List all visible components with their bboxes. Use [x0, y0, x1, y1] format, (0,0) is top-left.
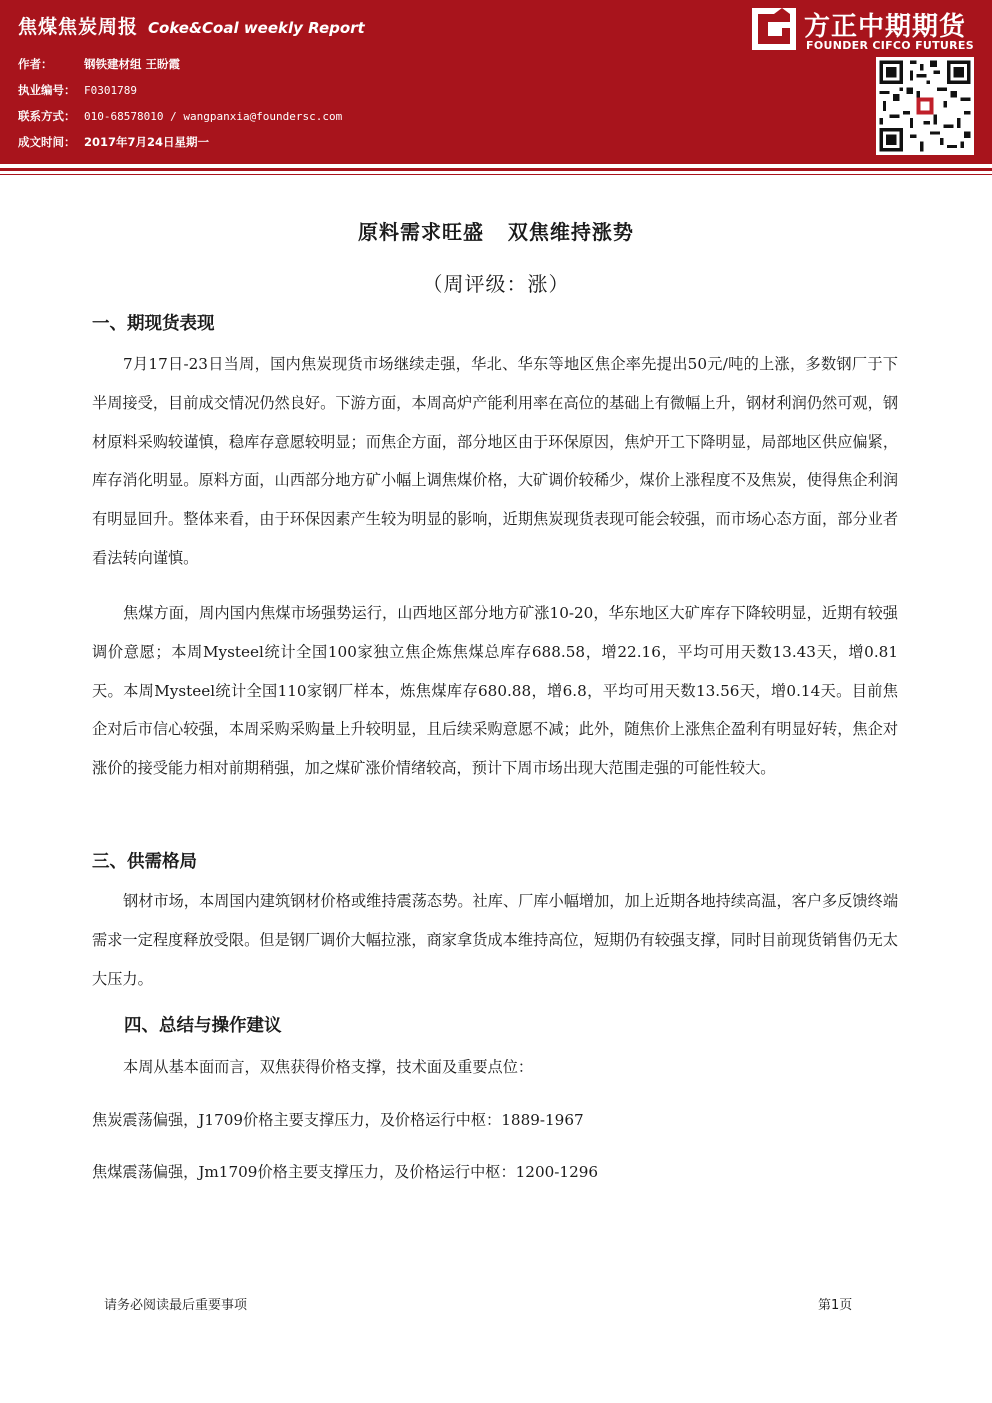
- meta-row-date: [18, 133, 342, 159]
- weekly-rating: （周评级：涨）: [422, 272, 570, 296]
- paragraph-coke-market: 7月17日-23日当周，国内焦炭现货市场继续走强，华北、华东等地区焦企率先提出50元/吨的上涨，多数钢厂于下半周接受，目前成交情况仍然良好。下游方面，本周高炉产能利用率在高位的基础上有微幅上升，钢材利润仍然可观，钢材原料采购较谨慎，稳库存意愿较明显；而焦企方面，部分地区由于环保原因，焦炉开工下降明显，局部地区供应偏紧，库存消化明显。原料方面，山西部分地方矿小幅上调焦煤价格，大矿调价较稀少，煤价上涨程度不及焦炭，使得焦企利润有明显回升。整体来看，由于环保因素产生较为明显的影响，近期焦炭现货表现可能会较强，而市场心态方面，部分业者看法转向谨慎。: [92, 355, 898, 567]
- paragraph-summary-intro: 本周从基本面而言，双焦获得价格支撑，技术面及重要点位：: [123, 1058, 534, 1076]
- meta-label: 执业编号：: [18, 83, 76, 97]
- paragraph-steel-market: 钢材市场，本周国内建筑钢材价格或维持震荡态势。社库、厂库小幅增加，加上近期各地持续高温，客户多反馈终端需求一定程度释放受限。但是钢厂调价大幅拉涨，商家拿货成本维持高位，短期仍有较强支撑，同时目前现货销售仍无太大压力。: [92, 892, 898, 988]
- meta-value: 010-68578010 / wangpanxia@foundersc.com: [84, 110, 343, 123]
- paragraph-coking-coal: 焦煤方面，周内国内焦煤市场强势运行，山西地区部分地方矿涨10-20，华东地区大矿库存下降较明显，近期有较强调价意愿；本周Mysteel统计全国100家独立焦企炼焦煤总库存688.58，增22.16，平均可用天数13.43天，增0.81天。本周Mysteel统计全国110家钢厂样本，炼焦煤库存680.88，增6.8，平均可用天数13.56天，增0.14天。目前焦企对后市信心较强，本周采购采购量上升较明显，且后续采购意愿不减；此外，随焦价上涨焦企盈利有明显好转，焦企对涨价的接受能力相对前期稍强，加之煤矿涨价情绪较高，预计下周市场出现大范围走强的可能性较大。: [92, 604, 898, 778]
- section-heading-summary: 四、总结与操作建议: [124, 1016, 282, 1036]
- coking-coal-price-range: 焦煤震荡偏强，Jm1709价格主要支撑压力，及价格运行中枢：1200-1296: [92, 1163, 599, 1181]
- meta-label: 成文时间：: [18, 135, 76, 149]
- footer-disclaimer: 请务必阅读最后重要事项: [104, 1298, 248, 1313]
- meta-row-author: [18, 55, 342, 81]
- report-title-cn: 焦煤焦炭周报: [18, 16, 139, 38]
- meta-value: F0301789: [84, 84, 137, 97]
- report-title-en: Coke&Coal weekly Report: [148, 19, 365, 37]
- meta-label: 联系方式：: [18, 109, 76, 123]
- section-heading-market: 一、期现货表现: [92, 314, 215, 334]
- report-header: [0, 0, 992, 164]
- meta-value: 钢铁建材组 王盼霞: [84, 57, 181, 71]
- meta-value: 2017年7月24日星期一: [84, 135, 210, 149]
- company-logo-cn: 方正中期期货: [804, 12, 967, 42]
- meta-label: 作者：: [18, 57, 53, 71]
- meta-row-contact: [18, 107, 342, 133]
- meta-row-license: [18, 81, 342, 107]
- author-info: [18, 55, 342, 159]
- section-heading-supply-demand: 三、供需格局: [92, 852, 197, 872]
- company-logo-en: FOUNDER CIFCO FUTURES: [806, 39, 974, 52]
- header-divider-thin: [0, 174, 992, 175]
- page-number: 第1页: [818, 1298, 853, 1313]
- qr-code-icon: [876, 57, 974, 155]
- founder-logo-icon: [752, 8, 796, 50]
- report-title: [18, 12, 365, 39]
- header-divider: [0, 168, 992, 171]
- coke-price-range: 焦炭震荡偏强，J1709价格主要支撑压力，及价格运行中枢：1889-1967: [92, 1111, 584, 1129]
- document-title: 原料需求旺盛 双焦维持涨势: [358, 220, 634, 244]
